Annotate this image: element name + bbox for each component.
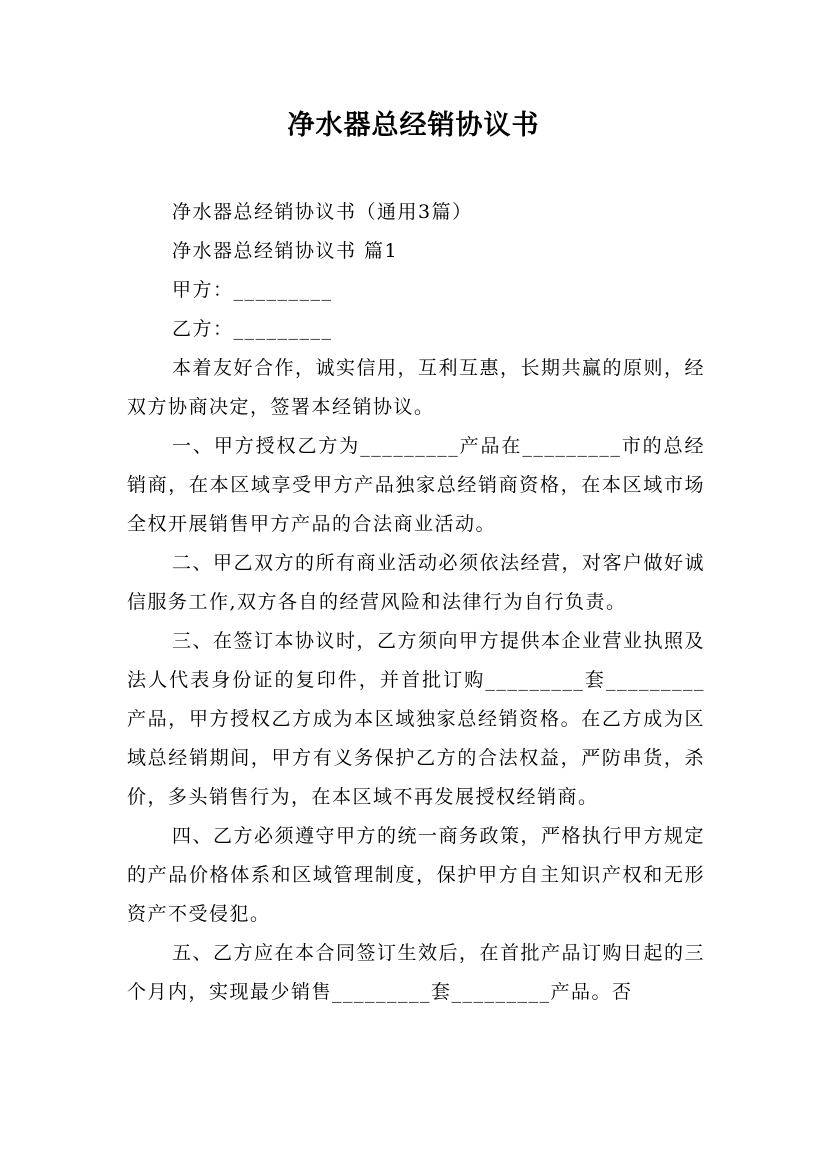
- paragraph: 本着友好合作，诚实信用，互利互惠，长期共赢的原则，经双方协商决定，签署本经销协议。: [127, 357, 706, 418]
- paragraph: 乙方：_________: [172, 318, 333, 340]
- paragraph: 二、甲乙双方的所有商业活动必须依法经营，对客户做好诚信服务工作,双方各自的经营风险和法律行为自行负责。: [127, 552, 706, 613]
- paragraph: 甲方：_________: [172, 279, 333, 301]
- paragraph: 净水器总经销协议书 篇1: [172, 240, 399, 262]
- paragraph: 五、乙方应在本合同签订生效后，在首批产品订购日起的三个月内，实现最少销售_________套_________产品。否: [127, 942, 706, 1003]
- paragraph: 一、甲方授权乙方为_________产品在_________市的总经销商，在本区域享受甲方产品独家总经销商资格，在本区域市场全权开展销售甲方产品的合法商业活动。: [127, 435, 705, 535]
- document-body: [127, 193, 705, 1012]
- document-title: 净水器总经销协议书: [287, 110, 540, 141]
- paragraph: 三、在签订本协议时，乙方须向甲方提供本企业营业执照及法人代表身份证的复印件，并首批订购_________套_________产品，甲方授权乙方成为本区域独家总经销资格。在乙方成为区域总经销期间，甲方有义务保护乙方的合法权益，严防串货，杀价，多头销售行为，在本区域不再发展授权经销商。: [127, 630, 706, 808]
- paragraph: 净水器总经销协议书（通用3篇）: [172, 201, 473, 223]
- paragraph: 四、乙方必须遵守甲方的统一商务政策，严格执行甲方规定的产品价格体系和区域管理制度，保护甲方自主知识产权和无形资产不受侵犯。: [127, 825, 706, 925]
